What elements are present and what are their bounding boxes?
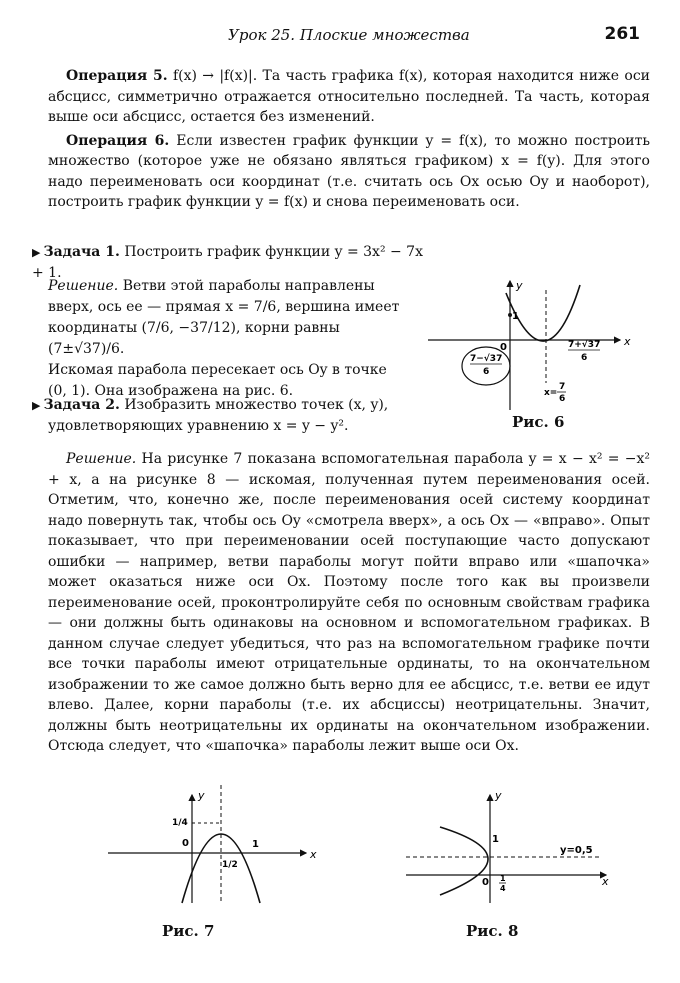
fig8-quarter-num: 1	[500, 874, 506, 883]
operation-6	[48, 131, 650, 213]
fig6-x-label: x	[624, 335, 631, 348]
solution-1-line-1: Решение. Ветви этой параболы направлены	[48, 278, 375, 294]
solution-1	[48, 276, 408, 402]
solution-2-label: Решение.	[66, 451, 137, 467]
fig8-line-label: y=0,5	[560, 845, 593, 856]
fig6-y-label: y	[516, 279, 523, 292]
operation-6-label: Операция 6.	[66, 132, 170, 149]
running-title: Урок 25. Плоские множества	[228, 26, 470, 44]
task-marker-icon: ▶	[32, 246, 41, 259]
solution-2	[48, 449, 650, 757]
operations-block	[48, 66, 650, 213]
operation-5	[48, 66, 650, 128]
fig6-axis-den: 6	[559, 394, 566, 404]
task-1-text: Построить график функции y = 3x² − 7x + 1.	[32, 244, 423, 281]
fig6-axis-eq: x=	[544, 388, 558, 398]
solution-1-line-5: (0, 1). Она изображена на рис. 6.	[48, 383, 294, 399]
fig8-quarter-den: 4	[500, 884, 506, 893]
solution-1-line-4: Искомая парабола пересекает ось Oy в точке	[48, 362, 387, 378]
task-1-label: Задача 1.	[43, 244, 120, 260]
fig7-origin: 0	[182, 838, 189, 849]
fig8-one: 1	[492, 834, 499, 845]
fig7-y-label: y	[198, 789, 205, 802]
figure-7	[108, 785, 323, 905]
page-header	[200, 24, 640, 48]
solution-1-line-3: координаты (7/6, −37/12), корни равны (7±√37)/6.	[48, 320, 340, 357]
fig6-origin: 0	[500, 342, 507, 353]
fig6-root-right-den: 6	[581, 353, 588, 363]
fig8-x-label: x	[602, 875, 609, 888]
fig6-root-right: 7+√37	[568, 340, 601, 350]
figure-8	[406, 785, 626, 905]
task-2-label: Задача 2.	[43, 397, 120, 413]
fig6-one: 1	[512, 311, 519, 322]
fig8-caption: Рис. 8	[466, 922, 519, 940]
fig6-root-left-den: 6	[483, 367, 490, 377]
fig7-quarter: 1/4	[172, 818, 188, 828]
figure-6	[428, 275, 648, 415]
solution-1-line-2: вверх, ось ее — прямая x = 7/6, вершина имеет	[48, 299, 400, 315]
fig6-root-left: 7−√37	[470, 354, 503, 364]
fig8-y-label: y	[495, 789, 502, 802]
fig8-parabola	[440, 827, 488, 895]
operation-6-text: Если известен график функции y = f(x), то можно построить множество (которое уже не обязано являться графиком) x = f(y). Для этого надо переименовать оси координат (т.е. считать ось Ox осью Oy и наоборот), построить график функции y = f(x) и снова переименовать оси.	[48, 132, 651, 210]
operation-5-text: f(x) → |f(x)|. Та часть графика f(x), которая находится ниже оси абсцисс, симметрично отражается относительно последней. Та часть, которая выше оси абсцисс, остается без изменений.	[48, 68, 650, 125]
task-2-line-2: удовлетворяющих уравнению x = y − y².	[48, 418, 349, 434]
fig6-caption: Рис. 6	[512, 413, 565, 431]
fig7-half: 1/2	[222, 860, 238, 870]
fig6-axis-num: 7	[559, 382, 566, 392]
fig7-caption: Рис. 7	[162, 922, 215, 940]
task-2: ▶ Задача 2. Изобразить множество точек (x, y), удовлетворяющих уравнению x = y − y².	[32, 395, 432, 436]
fig8-origin: 0	[482, 877, 489, 888]
fig7-one: 1	[252, 839, 259, 850]
task-marker-icon: ▶	[32, 399, 41, 412]
page-number: 261	[604, 24, 640, 44]
fig7-x-label: x	[310, 848, 317, 861]
solution-1-label: Решение.	[48, 278, 119, 294]
solution-2-text: На рисунке 7 показана вспомогательная парабола y = x − x² = −x² + x, а на рисунке 8 — искомая, полученная путем переименования осей. Отметим, что, конечно же, после переименования осей систему координат надо повернуть так, чтобы ось Oy «смотрела вверх», а ось Ox — «вправо». Опыт показывает, что при переименовании осей поступающие часто допускают ошибки — например, ветви параболы могут пойти вправо или «шапочка» может оказаться ниже оси Ox. Поэтому после того как вы произвели переименование осей, проконтролируйте себя по основным свойствам графика — они должны быть одинаковы на основном и вспомогательном графиках. В данном случае следует убедиться, что раз на вспомогательном графике почти все точки параболы имеют отрицательные ординаты, то на окончательном изображении то же самое должно быть верно для ее абсцисс, т.е. ветви ее идут влево. Далее, корни параболы (т.е. их абсциссы) неотрицательны. Значит, должны быть неотрицательны их ординаты на окончательном изображении. Отсюда следует, что «шапочка» параболы лежит выше оси Ox.	[48, 451, 651, 754]
operation-5-label: Операция 5.	[66, 68, 168, 84]
